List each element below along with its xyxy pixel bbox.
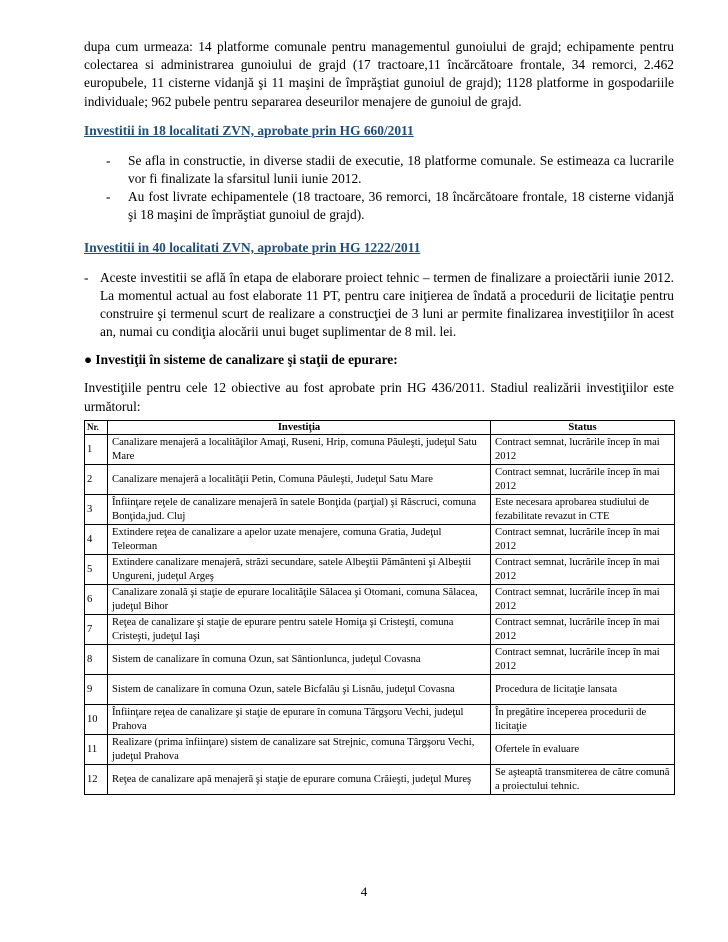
table-row: [85, 675, 675, 705]
cell-status: Contract semnat, lucrările încep în mai 2012: [491, 525, 675, 555]
section1-list: [84, 152, 674, 225]
table-header-row: [85, 420, 675, 434]
cell-investitia: Sistem de canalizare în comuna Ozun, satele Bicfalău şi Lisnău, judeţul Covasna: [108, 675, 491, 705]
cell-nr: 6: [85, 585, 108, 615]
table-row: [85, 465, 675, 495]
table-row: [85, 705, 675, 735]
cell-investitia: Reţea de canalizare şi staţie de epurare pentru satele Homiţa şi Cristeşti, comuna Cristeşti, judeţul Iaşi: [108, 615, 491, 645]
intro-paragraph: dupa cum urmeaza: 14 platforme comunale pentru managementul gunoiului de grajd; echipamente pentru colectarea si administrarea gunoiului de grajd (17 tractoare,11 încărcătoare frontale, 34 remorci, 2.462 europubele, 11 cisterne vidanjă şi 11 maşini de împrăştiat gunoiul de grajd); 1128 platforme in gospodariile individuale; 962 pubele pentru separarea deseurilor menajere de gunoiul de grajd.: [84, 39, 674, 109]
cell-status: Contract semnat, lucrările încep în mai 2012: [491, 435, 675, 465]
cell-investitia: Extindere reţea de canalizare a apelor uzate menajere, comuna Gratia, Judeţul Teleorman: [108, 525, 491, 555]
cell-nr: 10: [85, 705, 108, 735]
list-item: - Aceste investitii se află în etapa de elaborare proiect tehnic – termen de finalizare a proiectării iunie 2012. La momentul actual au fost elaborate 11 PT, pentru care iniţierea de îndată a procedurii de licitaţie pentru construire şi termenul scurt de realizare a construcţiei de 3 luni ar permite finalizarea investiţiilor în acest an, numai cu condiţia alocării unui buget suplimentar de 8 mil. lei.: [84, 269, 674, 340]
cell-nr: 9: [85, 675, 108, 705]
cell-nr: 3: [85, 495, 108, 525]
cell-status: În pregătire începerea procedurii de licitaţie: [491, 705, 675, 735]
cell-investitia: Sistem de canalizare în comuna Ozun, sat Sântionlunca, judeţul Covasna: [108, 645, 491, 675]
dash-bullet: -: [106, 152, 111, 168]
table-row: [85, 525, 675, 555]
column-header-nr: Nr.: [85, 420, 108, 434]
table-body: [85, 435, 675, 795]
table-row: [85, 585, 675, 615]
column-header-investitia: Investiţia: [108, 420, 491, 434]
section-heading-hg-660: Investitii in 18 localitati ZVN, aprobate prin HG 660/2011: [84, 122, 414, 138]
section-heading-hg-1222: Investitii in 40 localitati ZVN, aprobate prin HG 1222/2011: [84, 239, 421, 255]
cell-investitia: Înfiinţare reţea de canalizare şi staţie de epurare în comuna Târgşoru Vechi, judeţul Prahova: [108, 705, 491, 735]
cell-investitia: Canalizare menajeră a localităţii Petin, Comuna Păuleşti, Judeţul Satu Mare: [108, 465, 491, 495]
table-row: [85, 645, 675, 675]
table-row: [85, 495, 675, 525]
cell-status: Ofertele în evaluare: [491, 735, 675, 765]
cell-nr: 1: [85, 435, 108, 465]
cell-nr: 12: [85, 765, 108, 795]
document-page: [84, 38, 674, 795]
table-row: [85, 555, 675, 585]
cell-nr: 4: [85, 525, 108, 555]
cell-investitia: Înfiinţare reţele de canalizare menajeră în satele Bonţida (parţial) şi Răscruci, comuna Bonţida,jud. Cluj: [108, 495, 491, 525]
cell-nr: 8: [85, 645, 108, 675]
table-row: [85, 735, 675, 765]
cell-nr: 11: [85, 735, 108, 765]
cell-nr: 2: [85, 465, 108, 495]
cell-investitia: Canalizare menajeră a localităţilor Amaţi, Ruseni, Hrip, comuna Păuleşti, judeţul Satu Mare: [108, 435, 491, 465]
cell-status: Contract semnat, lucrările încep în mai 2012: [491, 615, 675, 645]
cell-status: Procedura de licitaţie lansata: [491, 675, 675, 705]
table-row: [85, 765, 675, 795]
investments-table: [84, 420, 675, 795]
cell-status: Contract semnat, lucrările încep în mai 2012: [491, 645, 675, 675]
cell-status: Se aşteaptă transmiterea de către comună a proiectului tehnic.: [491, 765, 675, 795]
list-item: - Au fost livrate echipamentele (18 tractoare, 36 remorci, 18 încărcătoare frontale, 18 cisterne vidanjă şi 18 maşini de împrăştiat gunoiul de grajd).: [106, 189, 674, 223]
page-number: 4: [360, 884, 368, 899]
cell-status: Contract semnat, lucrările încep în mai 2012: [491, 555, 675, 585]
cell-status: Contract semnat, lucrările încep în mai 2012: [491, 465, 675, 495]
cell-status: Contract semnat, lucrările încep în mai 2012: [491, 585, 675, 615]
cell-investitia: Canalizare zonală şi staţie de epurare localităţile Sălacea şi Otomani, comuna Sălacea, judeţul Bihor: [108, 585, 491, 615]
column-header-status: Status: [491, 420, 675, 434]
table-row: [85, 615, 675, 645]
cell-investitia: Realizare (prima înfiinţare) sistem de canalizare sat Strejnic, comuna Târgşoru Vechi, judeţul Prahova: [108, 735, 491, 765]
dash-bullet: -: [106, 189, 111, 205]
section-heading-canalizare: ● Investiţii în sisteme de canalizare şi staţii de epurare:: [84, 352, 398, 368]
list-item: - Se afla in constructie, in diverse stadii de executie, 18 platforme comunale. Se estimeaza ca lucrarile vor fi finalizate la sfarsitul lunii iunie 2012.: [106, 152, 674, 187]
cell-status: Este necesara aprobarea studiului de fezabilitate revazut in CTE: [491, 495, 675, 525]
dash-bullet: -: [84, 269, 89, 285]
cell-nr: 5: [85, 555, 108, 585]
table-row: [85, 435, 675, 465]
table-intro: Investiţiile pentru cele 12 obiective au fost aprobate prin HG 436/2011. Stadiul realizării investiţiilor este următorul:: [84, 380, 674, 414]
cell-nr: 7: [85, 615, 108, 645]
cell-investitia: Reţea de canalizare apă menajeră şi staţie de epurare comuna Crăieşti, judeţul Mureş: [108, 765, 491, 795]
cell-investitia: Extindere canalizare menajeră, străzi secundare, satele Albeştii Pământeni şi Albeştii Ungureni, judeţul Argeş: [108, 555, 491, 585]
